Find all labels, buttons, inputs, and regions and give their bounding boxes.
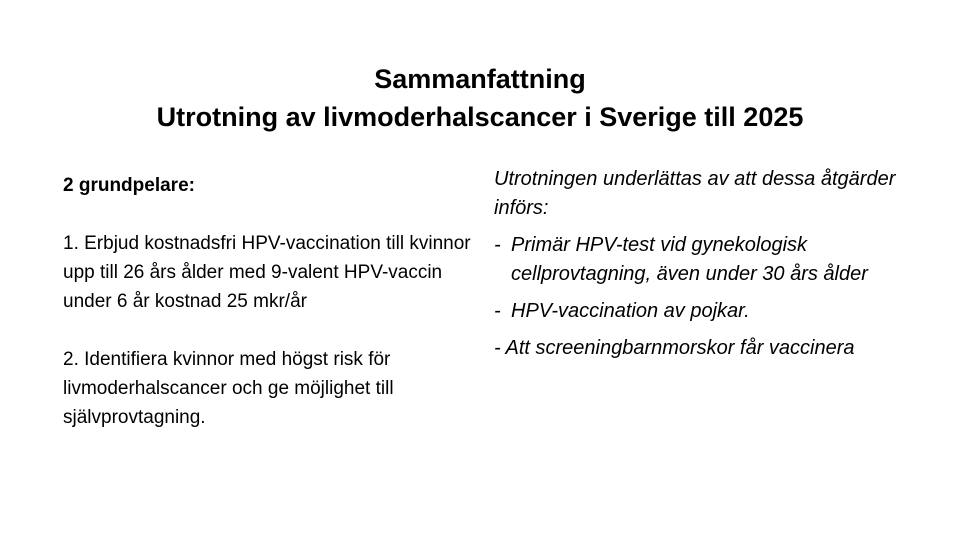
pillar-2: 2. Identifiera kvinnor med högst risk för livmoderhalscancer och ge möjlighet till självprovtagning. [63,349,394,428]
bullet-dash: - [494,300,501,322]
bullet-dash: - [494,234,501,256]
measure-item-2 [494,297,914,326]
measure-text-3: - Att screeningbarnmorskor får vaccinera [494,337,855,359]
pillars-heading: 2 grundpelare: [63,175,195,196]
measures-intro: Utrotningen underlättas av att dessa åtgärder införs: [494,168,896,219]
title-line-2: Utrotning av livmoderhalscancer i Sverige till 2025 [156,102,804,132]
measure-text-1: Primär HPV-test vid gynekologisk cellprovtagning, även under 30 års ålder [511,234,868,285]
measure-item-3 [494,334,914,363]
slide-title [0,60,960,136]
right-column [494,165,914,371]
title-line-1: Sammanfattning [374,64,586,94]
left-column [63,171,473,432]
measure-text-2: HPV-vaccination av pojkar. [511,300,750,322]
pillar-1: 1. Erbjud kostnadsfri HPV-vaccination till kvinnor upp till 26 års ålder med 9-valent HPV-vaccin under 6 år kostnad 25 mkr/år [63,233,471,312]
measure-item-1 [494,231,914,289]
